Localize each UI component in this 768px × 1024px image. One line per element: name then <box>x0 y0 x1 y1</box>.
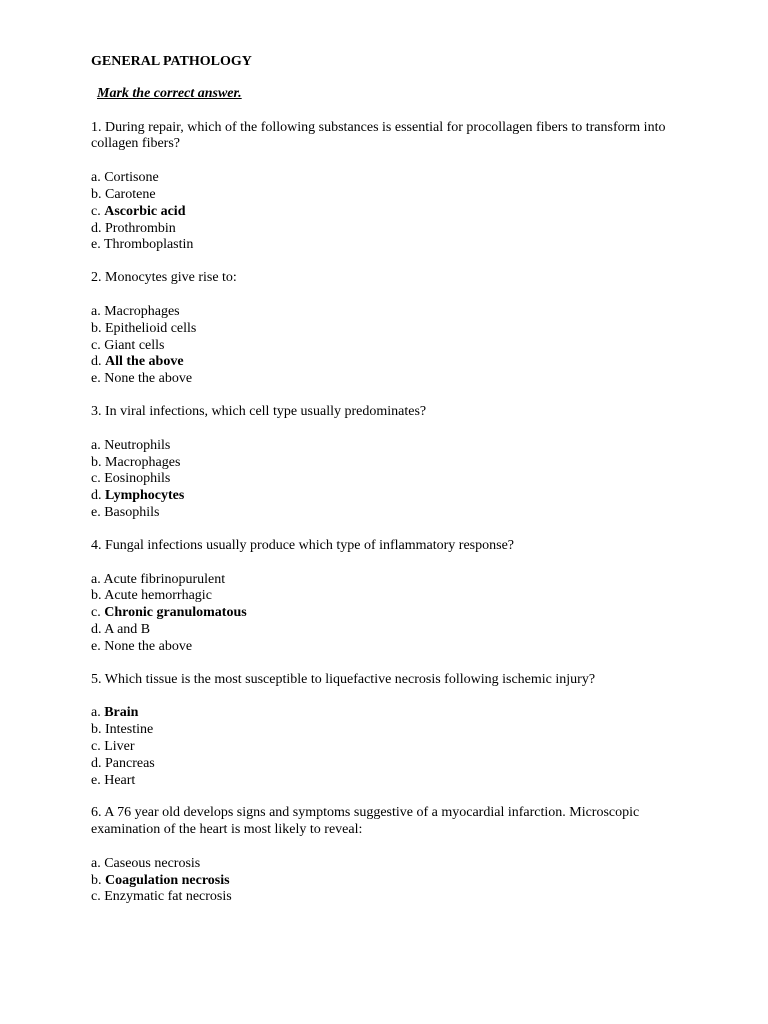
option-text: Macrophages <box>104 303 180 319</box>
question-list <box>91 120 711 907</box>
option-letter: d. <box>91 621 102 637</box>
option-letter: c. <box>91 471 101 487</box>
answer-option <box>91 321 711 338</box>
option-letter: b. <box>91 186 102 202</box>
answer-option <box>91 338 711 355</box>
option-letter: d. <box>91 354 102 370</box>
option-letter: b. <box>91 454 102 470</box>
answer-option <box>91 705 711 722</box>
question-text: 1. During repair, which of the following substances is essential for procollagen fibers to transform into collagen fibers? <box>91 119 666 152</box>
option-letter: a. <box>91 705 101 721</box>
option-letter: d. <box>91 755 102 771</box>
option-list <box>91 572 711 656</box>
question-text: 3. In viral infections, which cell type usually predominates? <box>91 403 427 419</box>
correct-answer-text: Lymphocytes <box>105 488 185 504</box>
option-letter: d. <box>91 488 102 504</box>
option-text: Basophils <box>104 504 160 520</box>
answer-option <box>91 639 711 656</box>
option-text: None the above <box>104 638 193 654</box>
answer-option <box>91 873 711 890</box>
question-text: 2. Monocytes give rise to: <box>91 270 237 286</box>
option-text: Caseous necrosis <box>104 855 201 871</box>
option-text: Pancreas <box>105 755 155 771</box>
question-1 <box>91 120 711 255</box>
correct-answer-text: Ascorbic acid <box>104 203 186 219</box>
option-text: Heart <box>104 772 136 788</box>
question-text: 5. Which tissue is the most susceptible to liquefactive necrosis following ischemic injury? <box>91 671 596 687</box>
answer-option <box>91 722 711 739</box>
option-letter: a. <box>91 855 101 871</box>
option-text: Cortisone <box>104 170 159 186</box>
answer-option <box>91 438 711 455</box>
instruction-text: Mark the correct answer. <box>97 85 242 101</box>
option-letter: c. <box>91 337 101 353</box>
option-text: Intestine <box>105 722 154 738</box>
document-title: GENERAL PATHOLOGY <box>91 54 252 69</box>
answer-option <box>91 605 711 622</box>
correct-answer-text: Brain <box>104 705 139 721</box>
answer-option <box>91 588 711 605</box>
question-2 <box>91 270 711 388</box>
option-letter: c. <box>91 738 101 754</box>
correct-answer-text: Coagulation necrosis <box>105 872 230 888</box>
option-list <box>91 170 711 254</box>
option-text: Prothrombin <box>105 220 176 236</box>
answer-option <box>91 237 711 254</box>
option-letter: a. <box>91 303 101 319</box>
option-list <box>91 438 711 522</box>
answer-option <box>91 756 711 773</box>
answer-option <box>91 455 711 472</box>
option-text: None the above <box>104 371 193 387</box>
question-3 <box>91 404 711 522</box>
answer-option <box>91 371 711 388</box>
question-5 <box>91 672 711 790</box>
answer-option <box>91 471 711 488</box>
option-text: Acute fibrinopurulent <box>103 571 226 587</box>
option-text: Enzymatic fat necrosis <box>104 889 232 905</box>
question-text: 6. A 76 year old develops signs and symptoms suggestive of a myocardial infarction. Microscopic examination of the heart is most likely to reveal: <box>91 805 640 838</box>
option-letter: d. <box>91 220 102 236</box>
option-text: Macrophages <box>105 454 181 470</box>
answer-option <box>91 354 711 371</box>
option-letter: e. <box>91 638 101 654</box>
answer-option <box>91 170 711 187</box>
option-text: Acute hemorrhagic <box>104 588 212 604</box>
document-page <box>91 54 711 922</box>
option-letter: b. <box>91 722 102 738</box>
answer-option <box>91 856 711 873</box>
option-letter: c. <box>91 889 101 905</box>
option-text: A and B <box>104 621 151 637</box>
option-letter: e. <box>91 237 101 253</box>
option-letter: e. <box>91 371 101 387</box>
answer-option <box>91 488 711 505</box>
option-letter: a. <box>91 437 101 453</box>
answer-option <box>91 204 711 221</box>
answer-option <box>91 505 711 522</box>
option-letter: b. <box>91 320 102 336</box>
option-letter: b. <box>91 588 102 604</box>
option-letter: e. <box>91 772 101 788</box>
option-letter: c. <box>91 605 101 621</box>
option-letter: b. <box>91 872 102 888</box>
question-6 <box>91 805 711 906</box>
option-text: Neutrophils <box>104 437 171 453</box>
option-text: Giant cells <box>104 337 165 353</box>
correct-answer-text: All the above <box>105 354 184 370</box>
answer-option <box>91 773 711 790</box>
question-4 <box>91 538 711 656</box>
option-list <box>91 705 711 789</box>
answer-option <box>91 304 711 321</box>
answer-option <box>91 739 711 756</box>
answer-option <box>91 572 711 589</box>
option-letter: e. <box>91 504 101 520</box>
correct-answer-text: Chronic granulomatous <box>104 605 247 621</box>
option-text: Thromboplastin <box>103 237 194 253</box>
answer-option <box>91 221 711 238</box>
option-text: Epithelioid cells <box>105 320 197 336</box>
option-letter: a. <box>91 170 101 186</box>
option-letter: c. <box>91 203 101 219</box>
option-text: Liver <box>104 738 135 754</box>
option-list <box>91 304 711 388</box>
option-text: Carotene <box>105 186 156 202</box>
answer-option <box>91 187 711 204</box>
option-text: Eosinophils <box>104 471 171 487</box>
option-list <box>91 856 711 906</box>
answer-option <box>91 622 711 639</box>
question-text: 4. Fungal infections usually produce which type of inflammatory response? <box>91 537 515 553</box>
answer-option <box>91 889 711 906</box>
option-letter: a. <box>91 571 101 587</box>
